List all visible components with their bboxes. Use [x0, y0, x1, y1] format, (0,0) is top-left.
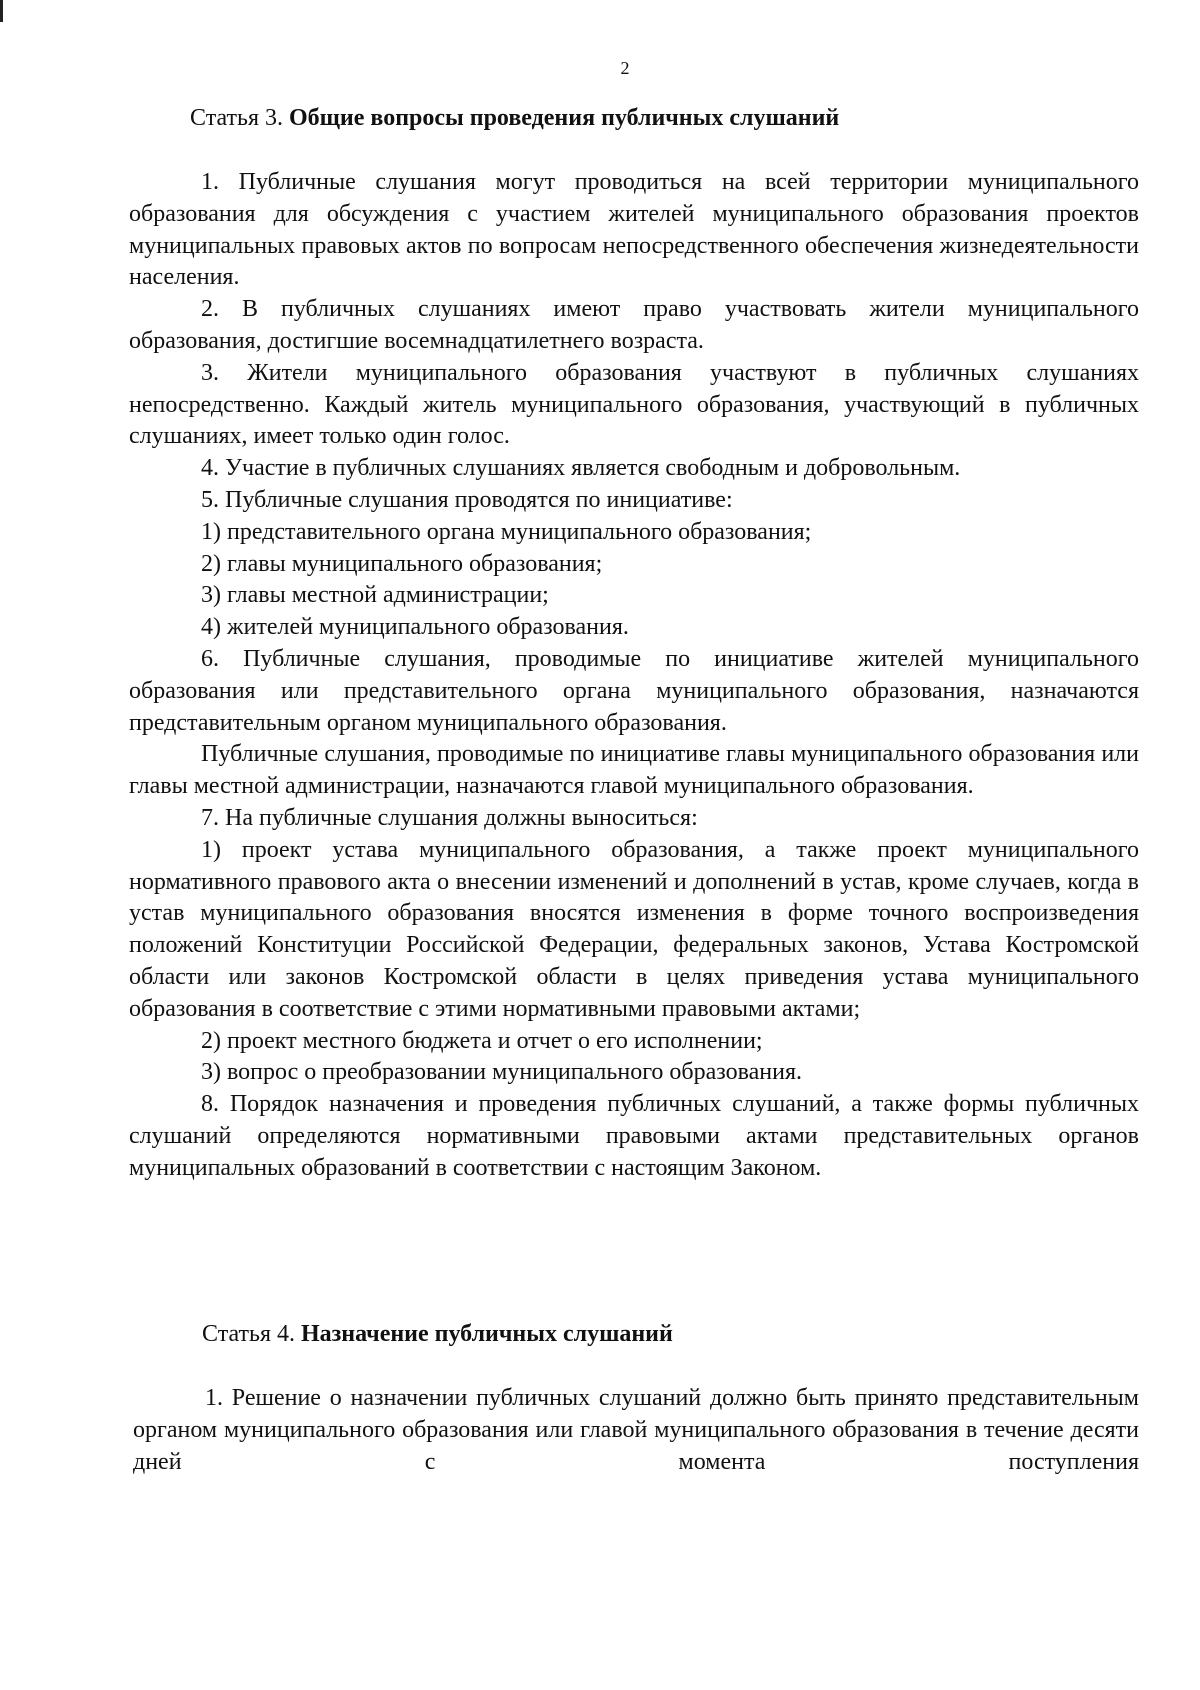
article-3-list-item: 1) представительного органа муниципального образования;	[201, 518, 812, 545]
article-3-label: Статья 3.	[190, 105, 283, 131]
article-3-body	[129, 167, 1139, 1185]
article-4-body	[133, 1383, 1139, 1478]
article-3-heading	[190, 103, 839, 133]
article-3-paragraph: 7. На публичные слушания должны выноситься:	[201, 804, 698, 831]
article-4-paragraph: 1. Решение о назначении публичных слушаний должно быть принято представительным органом муниципального образования или главой муниципального образования в течение десяти дней с момента поступления	[133, 1385, 1139, 1475]
article-3-list-item: 3) главы местной администрации;	[201, 582, 549, 609]
article-3-paragraph: 6. Публичные слушания, проводимые по инициативе жителей муниципального образования или представительного органа муниципального образования, назначаются представительным органом муниципального образования.	[129, 645, 1139, 736]
article-3-list-item: 4) жителей муниципального образования.	[201, 614, 629, 641]
article-3-paragraph: 1. Публичные слушания могут проводиться на всей территории муниципального образования для обсуждения с участием жителей муниципального образования проектов муниципальных правовых актов по вопросам непосредственного обеспечения жизнедеятельности населения.	[129, 169, 1139, 291]
article-3-title: Общие вопросы проведения публичных слушаний	[288, 105, 840, 131]
article-4-label: Статья 4.	[202, 1321, 295, 1347]
scan-edge-mark	[0, 0, 3, 22]
article-4-title: Назначение публичных слушаний	[300, 1321, 673, 1347]
article-3-list-item: 1) проект устава муниципального образования, а также проект муниципального нормативного правового акта о внесении изменений и дополнений в устав, кроме случаев, когда в устав муниципального образования вносятся изменения в форме точного воспроизведения положений Конституции Российской Федерации, федеральных законов, Устава Костромской области или законов Костромской области в целях приведения устава муниципального образования в соответствие с этими нормативными правовыми актами;	[129, 836, 1139, 1022]
article-3-paragraph: 3. Жители муниципального образования участвуют в публичных слушаниях непосредственно. Каждый житель муниципального образования, участвующий в публичных слушаниях, имеет только один голос.	[129, 359, 1139, 450]
article-4-heading	[202, 1319, 673, 1349]
article-3-paragraph: 2. В публичных слушаниях имеют право участвовать жители муниципального образования, достигшие восемнадцатилетнего возраста.	[129, 296, 1139, 354]
page-number: 2	[620, 58, 630, 78]
article-3-paragraph: 8. Порядок назначения и проведения публичных слушаний, а также формы публичных слушаний определяются нормативными правовыми актами представительных органов муниципальных образований в соответствии с настоящим Законом.	[129, 1091, 1139, 1181]
article-3-list-item: 2) проект местного бюджета и отчет о его исполнении;	[201, 1027, 763, 1054]
article-3-paragraph: 5. Публичные слушания проводятся по инициативе:	[201, 486, 733, 513]
article-3-list-item: 2) главы муниципального образования;	[201, 550, 603, 577]
article-3-paragraph: 4. Участие в публичных слушаниях является свободным и добровольным.	[201, 455, 961, 482]
article-3-list-item: 3) вопрос о преобразовании муниципального образования.	[201, 1059, 803, 1086]
article-3-paragraph: Публичные слушания, проводимые по инициативе главы муниципального образования или главы местной администрации, назначаются главой муниципального образования.	[129, 741, 1139, 800]
